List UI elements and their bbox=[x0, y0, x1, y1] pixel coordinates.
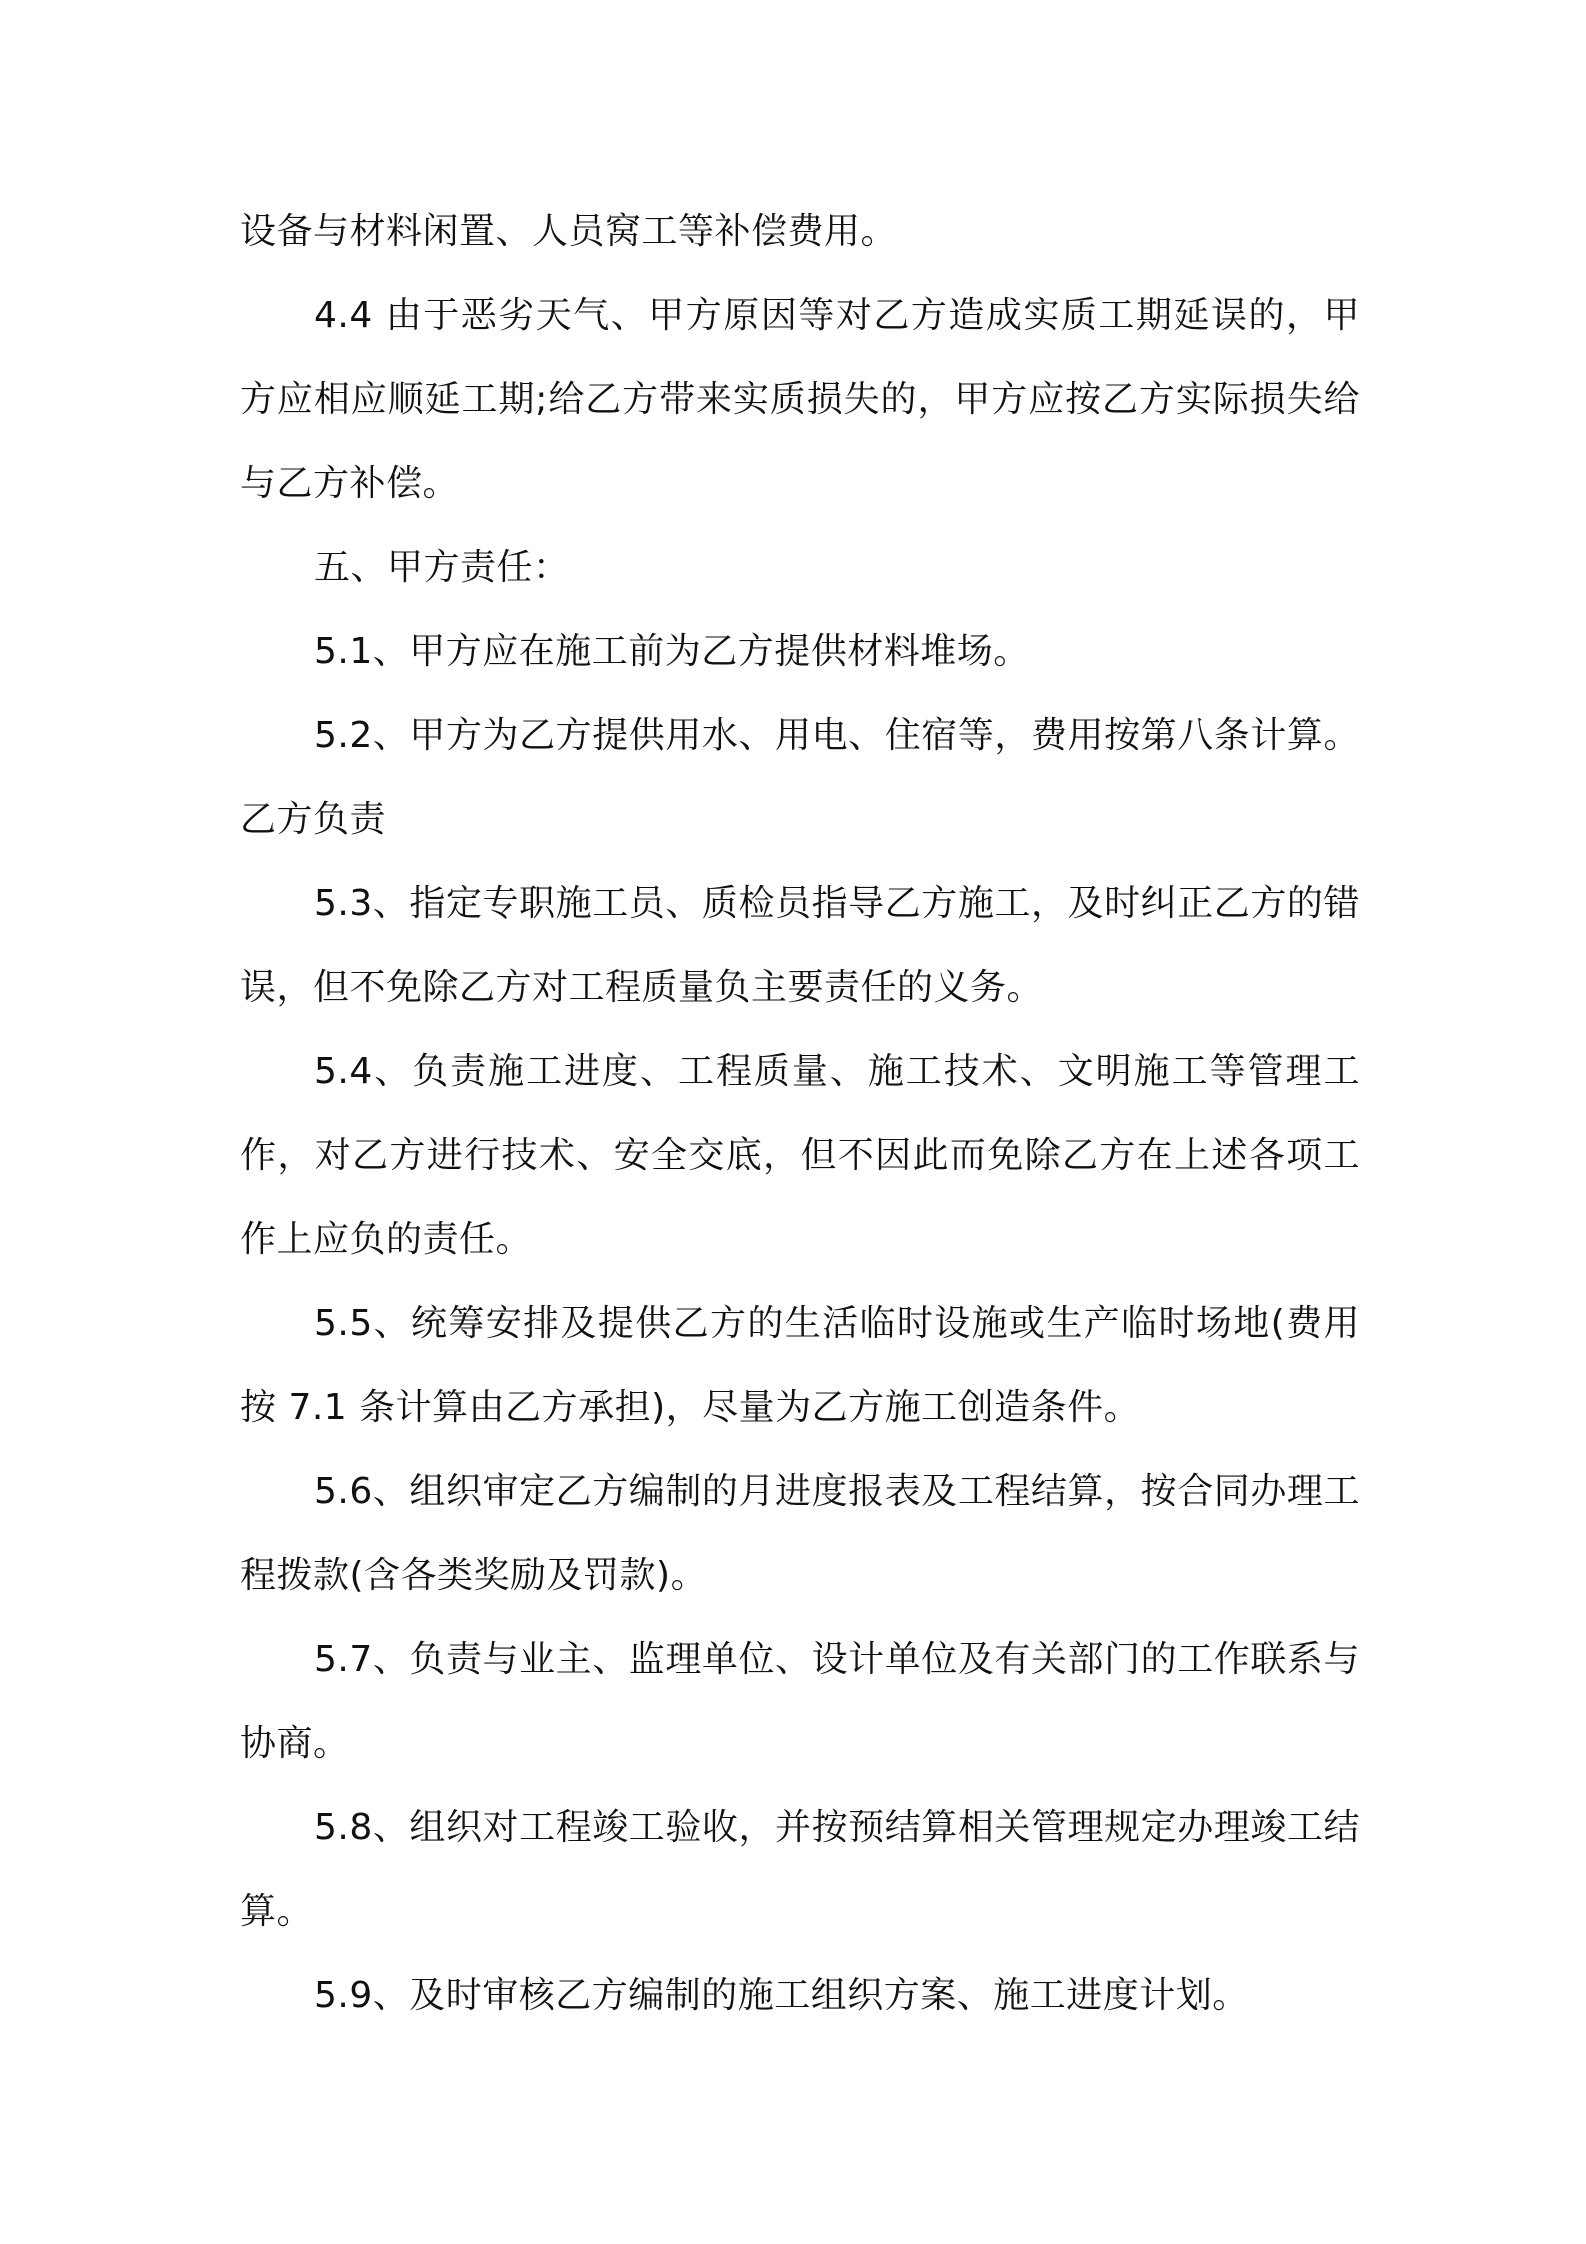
paragraph-clause-5-2: 5.2、甲方为乙方提供用水、用电、住宿等，费用按第八条计算。乙方负责 bbox=[240, 715, 1360, 840]
section-heading-party-a-responsibilities: 五、甲方责任： bbox=[314, 547, 570, 588]
paragraph-clause-5-8: 5.8、组织对工程竣工验收，并按预结算相关管理规定办理竣工结算。 bbox=[240, 1807, 1360, 1932]
paragraph-clause-5-3: 5.3、指定专职施工员、质检员指导乙方施工，及时纠正乙方的错误，但不免除乙方对工程质量负主要责任的义务。 bbox=[240, 883, 1360, 1008]
paragraph-clause-5-5: 5.5、统筹安排及提供乙方的生活临时设施或生产临时场地(费用按 7.1 条计算由乙方承担)，尽量为乙方施工创造条件。 bbox=[240, 1303, 1360, 1428]
paragraph-clause-5-4: 5.4、负责施工进度、工程质量、施工技术、文明施工等管理工作，对乙方进行技术、安全交底，但不因此而免除乙方在上述各项工作上应负的责任。 bbox=[240, 1051, 1360, 1260]
paragraph-continuation: 设备与材料闲置、人员窝工等补偿费用。 bbox=[240, 211, 898, 252]
paragraph-clause-5-7: 5.7、负责与业主、监理单位、设计单位及有关部门的工作联系与协商。 bbox=[240, 1639, 1360, 1764]
paragraph-clause-5-9: 5.9、及时审核乙方编制的施工组织方案、施工进度计划。 bbox=[314, 1975, 1249, 2016]
paragraph-clause-5-6: 5.6、组织审定乙方编制的月进度报表及工程结算，按合同办理工程拨款(含各类奖励及罚款)。 bbox=[240, 1471, 1360, 1596]
document-body bbox=[240, 190, 1360, 2038]
paragraph-clause-4-4: 4.4 由于恶劣天气、甲方原因等对乙方造成实质工期延误的，甲方应相应顺延工期;给乙方带来实质损失的，甲方应按乙方实际损失给与乙方补偿。 bbox=[240, 295, 1360, 504]
paragraph-clause-5-1: 5.1、甲方应在施工前为乙方提供材料堆场。 bbox=[314, 631, 1030, 672]
